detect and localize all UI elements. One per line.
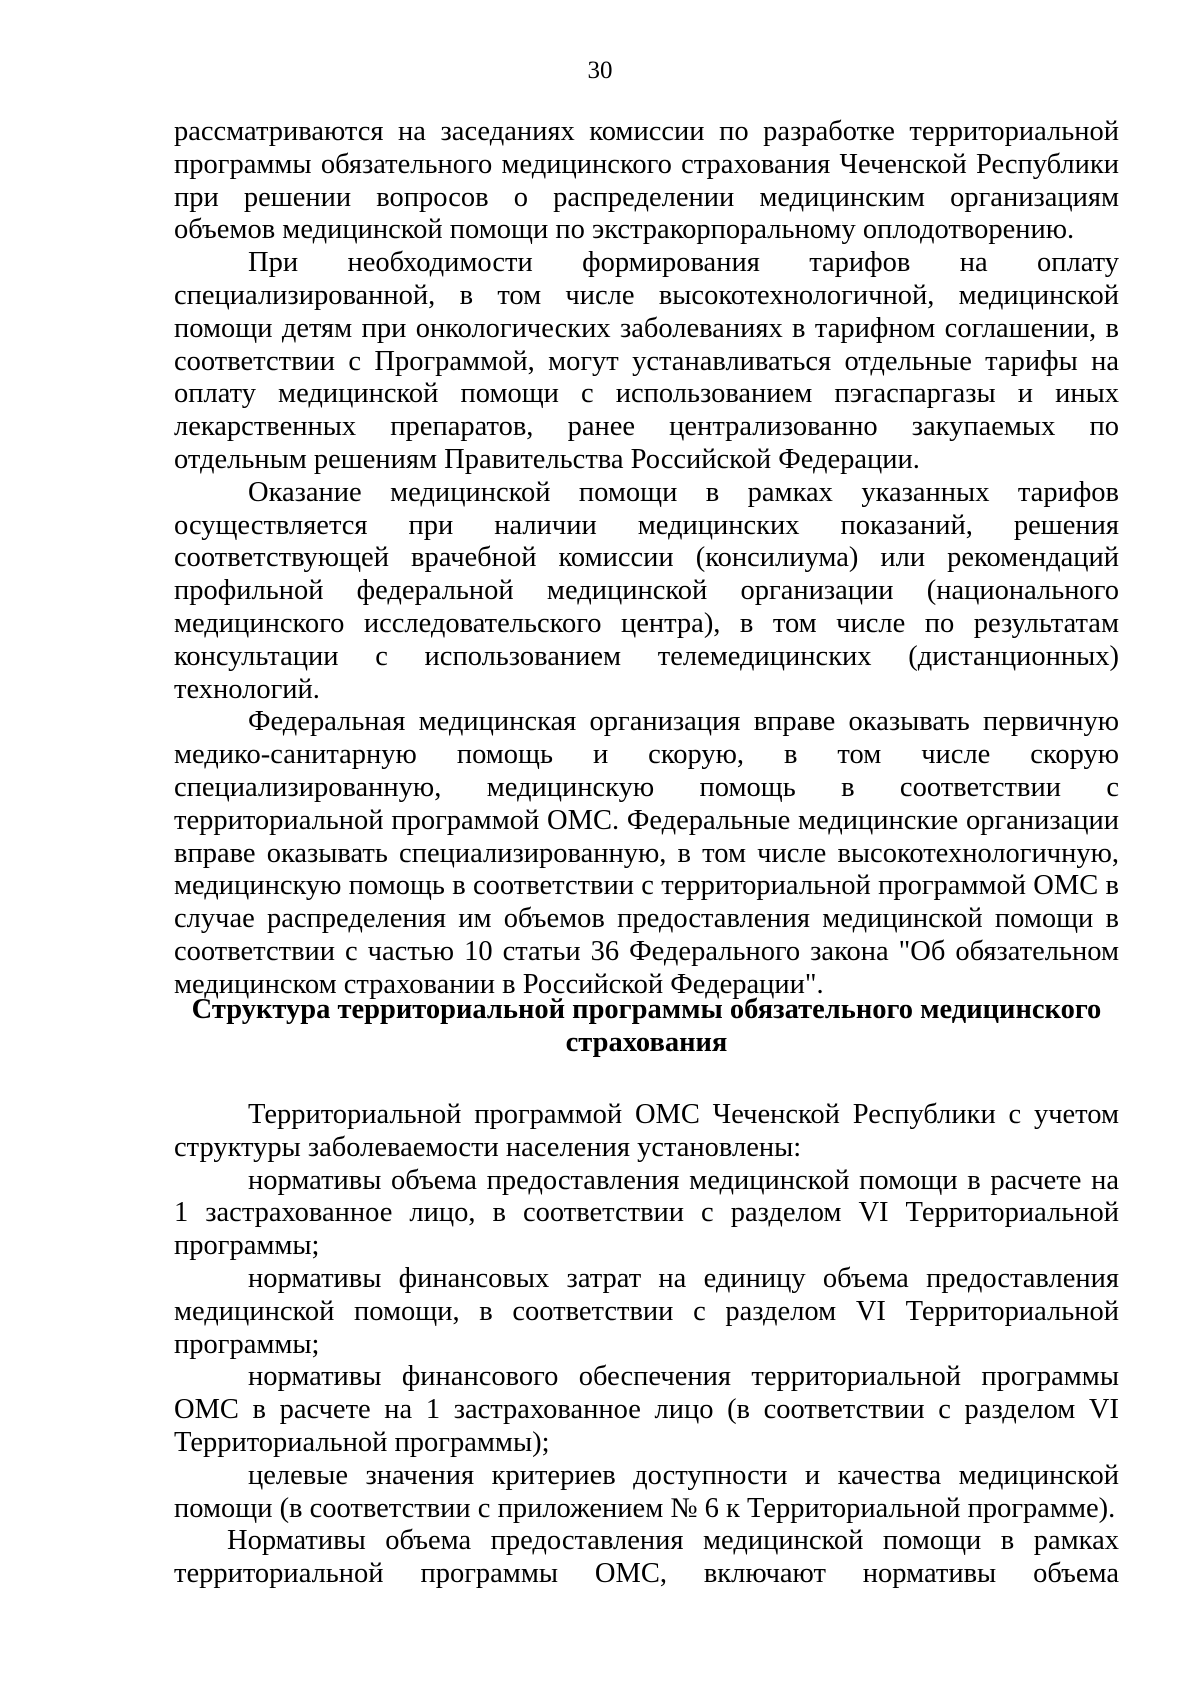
paragraph-intro: Территориальной программой ОМС Чеченской Республики с учетом структуры заболеваемости населения установлены: bbox=[174, 1099, 1119, 1163]
paragraph-volume-norms: Нормативы объема предоставления медицинской помощи в рамках территориальной программы ОМС, включают нормативы объема bbox=[174, 1525, 1119, 1590]
paragraph-tariffs: При необходимости формирования тарифов на оплату специализированной, в том числе высокотехнологичной, медицинской помощи детям при онкологических заболеваниях в тарифном соглашении, в соответствии с Программой, могут устанавливаться отдельные тарифы на оплату медицинской помощи с использованием пэгаспаргазы и иных лекарственных препаратов, ранее централизованно закупаемых по отдельным решениям Правительства Российской Федерации. bbox=[174, 247, 1119, 475]
paragraph-continuation: рассматриваются на заседаниях комиссии по разработке территориальной программы обязательного медицинского страхования Чеченской Республики при решении вопросов о распределении медицинским организациям объемов медицинской помощи по экстракорпоральному оплодотворению. bbox=[174, 116, 1119, 246]
body-text-bottom bbox=[174, 1099, 1119, 1591]
paragraph-medical-care: Оказание медицинской помощи в рамках указанных тарифов осуществляется при наличии медицинских показаний, решения соответствующей врачебной комиссии (консилиума) или рекомендаций профильной федеральной медицинской организации (национального медицинского исследовательского центра), в том числе по результатам консультации с использованием телемедицинских (дистанционных) технологий. bbox=[174, 476, 1119, 705]
list-item-financing-norms: нормативы финансового обеспечения территориальной программы ОМС в расчете на 1 застрахованное лицо (в соответствии с разделом VI Территориальной программы); bbox=[174, 1361, 1119, 1458]
section-heading: Структура территориальной программы обязательного медицинского страхования bbox=[191, 994, 1102, 1058]
list-item-cost-norms: нормативы финансовых затрат на единицу объема предоставления медицинской помощи, в соответствии с разделом VI Территориальной программы; bbox=[174, 1262, 1119, 1360]
body-text-top bbox=[174, 116, 1119, 1002]
list-item-target-values: целевые значения критериев доступности и качества медицинской помощи (в соответствии с приложением № 6 к Территориальной программе). bbox=[174, 1459, 1119, 1524]
list-item-volume-norms: нормативы объема предоставления медицинской помощи в расчете на 1 застрахованное лицо, в соответствии с разделом VI Территориальной программы; bbox=[174, 1164, 1119, 1262]
page-number: 30 bbox=[587, 57, 613, 84]
paragraph-federal-organization: Федеральная медицинская организация вправе оказывать первичную медико-санитарную помощь и скорую, в том числе скорую специализированную, медицинскую помощь в соответствии с территориальной программой ОМС. Федеральные медицинские организации вправе оказывать специализированную, в том числе высокотехнологичную, медицинскую помощь в соответствии с территориальной программой ОМС в случае распределения им объемов предоставления медицинской помощи в соответствии с частью 10 статьи 36 Федерального закона "Об обязательном медицинском страховании в Российской Федерации". bbox=[174, 706, 1119, 1000]
